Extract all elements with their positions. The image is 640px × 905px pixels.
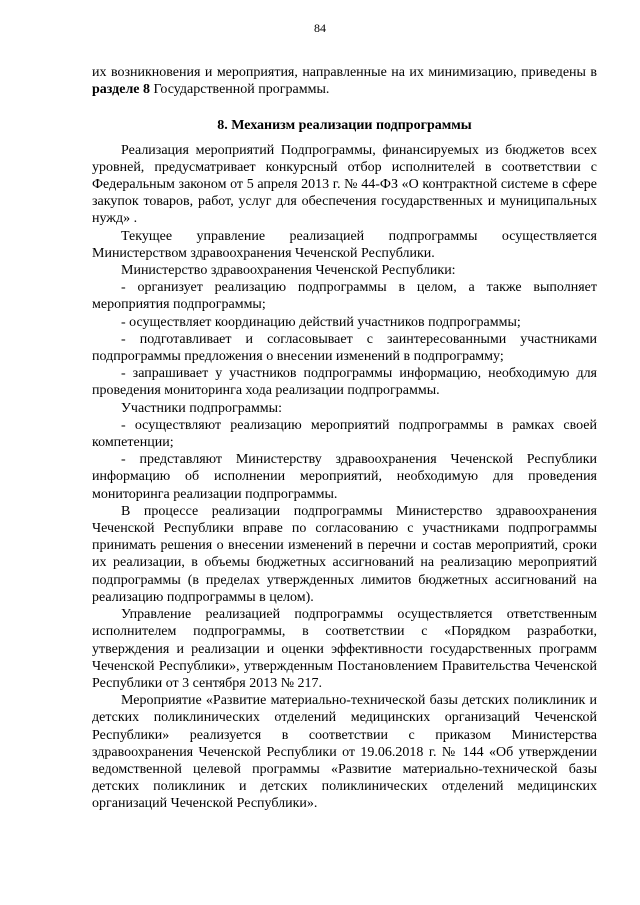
page-number: 84	[314, 21, 326, 35]
paragraph-changes: В процессе реализации подпрограммы Министерство здравоохранения Чеченской Республики вправе по согласованию с участниками подпрограммы принимать решения о внесении изменений в перечни и состав мероприятий, сроки их реализации, в объемы бюджетных ассигнований на реализацию мероприятий подпрограммы (в пределах утвержденных лимитов бюджетных ассигнований на реализацию подпрограммы в целом).	[92, 503, 597, 605]
list-item-requests: - запрашивает у участников подпрограммы информацию, необходимую для проведения мониторинга хода реализации подпрограммы.	[92, 366, 597, 399]
section-heading: 8. Механизм реализации подпрограммы	[217, 118, 472, 134]
list-item-report: - представляют Министерству здравоохранения Чеченской Республики информацию об исполнении мероприятий, необходимую для проведения мониторинга реализации подпрограммы.	[92, 452, 597, 502]
paragraph-ministry-intro: Министерство здравоохранения Чеченской Республики:	[121, 263, 456, 279]
paragraph-current-management: Текущее управление реализацией подпрограммы осуществляется Министерством здравоохранения Чеченской Республики.	[92, 228, 597, 261]
paragraph-polyclinics-measure: Мероприятие «Развитие материально-технической базы детских поликлиник и детских поликлинических отделений медицинских организаций Чеченской Республики» реализуется в соответствии с приказом Министерства здравоохранения Чеченской Республики от 19.06.2018 г. № 144 «Об утверждении ведомственной целевой программы «Развитие материально-технической базы детских поликлиник и детских поликлинических отделений медицинских организаций Чеченской Республики».	[92, 693, 597, 812]
intro-text-before: их возникновения и мероприятия, направленные на их минимизацию, приведены в	[92, 65, 597, 80]
intro-bold-reference: разделе 8	[92, 82, 151, 98]
intro-paragraph	[92, 64, 597, 98]
paragraph-participants-intro: Участники подпрограммы:	[121, 400, 282, 416]
intro-text-after: Государственной программы.	[150, 82, 330, 98]
list-item-prepares: - подготавливает и согласовывает с заинтересованными участниками подпрограммы предложения о внесении изменений в подпрограмму;	[92, 331, 597, 365]
paragraph-procurement: Реализация мероприятий Подпрограммы, финансируемых из бюджетов всех уровней, предусматривает конкурсный отбор исполнителей в соответствии с Федеральным законом от 5 апреля 2013 г. № 44-ФЗ «О контрактной системе в сфере закупок товаров, работ, услуг для обеспечения государственных и муниципальных нужд» .	[92, 142, 597, 227]
list-item-organizes: - организует реализацию подпрограммы в целом, а также выполняет мероприятия подпрограммы;	[92, 280, 597, 313]
paragraph-management-order: Управление реализацией подпрограммы осуществляется ответственным исполнителем подпрограммы, в соответствии с «Порядком разработки, утверждения и реализации и оценки эффективности государственных программ Чеченской Республики», утвержденным Постановлением Правительства Чеченской Республики от 3 сентября 2013 № 217.	[92, 607, 597, 691]
document-body	[92, 64, 597, 813]
list-item-implement: - осуществляют реализацию мероприятий подпрограммы в рамках своей компетенции;	[92, 417, 597, 451]
list-item-coordinates: - осуществляет координацию действий участников подпрограммы;	[121, 314, 521, 330]
